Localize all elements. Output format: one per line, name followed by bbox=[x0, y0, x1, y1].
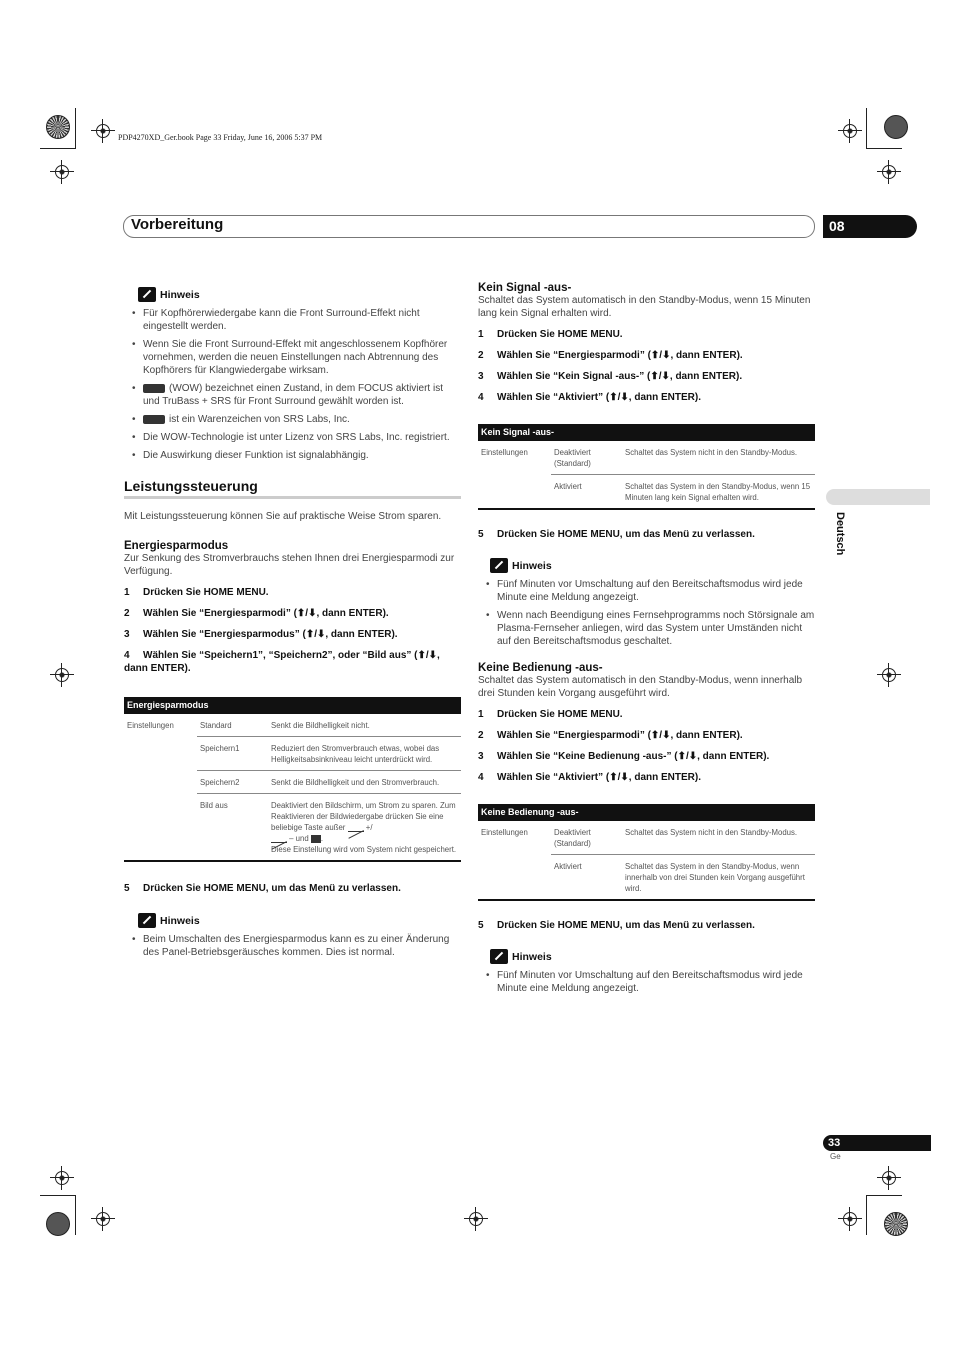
list-item: • Wenn Sie die Front Surround-Effekt mit angeschlossenem Kopfhörer vornehmen, werden die neuen Einstellungen nach Abtrennung des Kopfhörers für Klangwiedergabe wirksam. bbox=[130, 338, 461, 377]
subsection-desc: Zur Senkung des Stromverbrauchs stehen Ihnen drei Energiesparmodi zur Verfügung. bbox=[124, 553, 455, 577]
crop-mark bbox=[75, 108, 76, 148]
subsection-title: Keine Bedienung -aus- bbox=[478, 662, 603, 674]
page-number: 33 bbox=[828, 1137, 841, 1149]
header-bar bbox=[123, 215, 815, 238]
crosshair-icon bbox=[877, 663, 901, 687]
crosshair-icon bbox=[877, 160, 901, 184]
volume-plus-icon bbox=[348, 823, 364, 832]
note-list bbox=[130, 933, 461, 959]
list-item: • Beim Umschalten des Energiesparmodus kann es zu einer Änderung des Panel-Betriebsgeräusches kommen. Dies ist normal. bbox=[130, 933, 461, 959]
table-row: Speichern1 Reduziert den Stromverbrauch etwas, wobei das Helligkeitsabsinkniveau leicht unterdrückt wird. bbox=[124, 737, 461, 771]
note-hinweis bbox=[490, 949, 815, 964]
table-row: Speichern2 Senkt die Bildhelligkeit und den Stromverbrauch. bbox=[124, 771, 461, 794]
crop-mark bbox=[866, 108, 867, 148]
step: 1 Drücken Sie HOME MENU. bbox=[124, 587, 269, 598]
list-item: • (WOW) bezeichnet einen Zustand, in dem FOCUS aktiviert ist und TruBass + SRS für Front Surround gewählt worden ist. bbox=[130, 382, 461, 408]
section-intro: Mit Leistungssteuerung können Sie auf praktische Weise Strom sparen. bbox=[124, 511, 442, 522]
table-row: Einstellungen Standard Senkt die Bildhelligkeit nicht. bbox=[127, 721, 370, 730]
language-code: Ge bbox=[830, 1152, 841, 1161]
crosshair-icon bbox=[464, 1207, 488, 1231]
step: 2 Wählen Sie “Energiesparmodi” (⬆/⬇, dann ENTER). bbox=[478, 730, 743, 741]
subsection-title: Energiesparmodus bbox=[124, 540, 229, 552]
crosshair-icon bbox=[50, 1166, 74, 1190]
print-info: PDP4270XD_Ger.book Page 33 Friday, June 16, 2006 5:37 PM bbox=[118, 133, 323, 142]
srs-wow-logo-icon bbox=[143, 384, 165, 393]
registration-rosette-icon bbox=[884, 115, 908, 139]
crosshair-icon bbox=[838, 1207, 862, 1231]
step: 5 Drücken Sie HOME MENU, um das Menü zu verlassen. bbox=[124, 883, 401, 894]
note-header: Hinweis bbox=[490, 949, 815, 964]
left-column bbox=[124, 287, 461, 964]
crosshair-icon bbox=[50, 160, 74, 184]
note-hinweis bbox=[490, 558, 815, 573]
list-item: • Für Kopfhörerwiedergabe kann die Front Surround-Effekt nicht eingestellt werden. bbox=[130, 307, 461, 333]
chapter-number: 08 bbox=[829, 218, 845, 234]
list-item: • Fünf Minuten vor Umschaltung auf den Bereitschaftsmodus wird jede Minute eine Meldung angezeigt. bbox=[484, 969, 815, 995]
table-title: Energiesparmodus bbox=[124, 697, 461, 714]
list-item: • Fünf Minuten vor Umschaltung auf den Bereitschaftsmodus wird jede Minute eine Meldung angezeigt. bbox=[484, 578, 815, 604]
table-row: Aktiviert Schaltet das System in den Standby-Modus, wenn 15 Minuten lang kein Signal erhalten wird. bbox=[478, 475, 815, 510]
crosshair-icon bbox=[877, 1166, 901, 1190]
page-header-title: Vorbereitung bbox=[131, 216, 224, 233]
crop-mark bbox=[866, 1195, 902, 1196]
crop-mark bbox=[866, 1195, 867, 1235]
step: 5 Drücken Sie HOME MENU, um das Menü zu verlassen. bbox=[478, 529, 755, 540]
note-list bbox=[484, 969, 815, 995]
step: 2 Wählen Sie “Energiesparmodi” (⬆/⬇, dann ENTER). bbox=[124, 608, 389, 619]
registration-rosette-icon bbox=[884, 1212, 908, 1236]
table-row: Bild aus Deaktiviert den Bildschirm, um Strom zu sparen. Zum Reaktivieren der Bildwiedergabe drücken Sie eine beliebige Taste außer +/ – und . Diese Einstellung wird vom System nicht gespeichert. bbox=[124, 794, 461, 862]
section-title: Leistungssteuerung bbox=[124, 478, 461, 499]
table-title: Kein Signal -aus- bbox=[478, 424, 815, 441]
step: 2 Wählen Sie “Energiesparmodi” (⬆/⬇, dann ENTER). bbox=[478, 350, 743, 361]
crop-mark bbox=[40, 1195, 76, 1196]
table-row: Aktiviert Schaltet das System in den Standby-Modus, wenn innerhalb von drei Stunden kein Vorgang ausgeführt wird. bbox=[478, 855, 815, 901]
pencil-note-icon bbox=[490, 558, 508, 573]
right-column bbox=[478, 282, 815, 1000]
step: 5 Drücken Sie HOME MENU, um das Menü zu verlassen. bbox=[478, 920, 755, 931]
srs-logo-icon bbox=[143, 415, 165, 424]
list-item: • Wenn nach Beendigung eines Fernsehprogramms noch Störsignale am Plasma-Fernseher anliegen, wird das System unter Umständen nicht auf den Bereitschaftsmodus geschaltet. bbox=[484, 609, 815, 648]
step: 1 Drücken Sie HOME MENU. bbox=[478, 709, 623, 720]
subsection-desc: Schaltet das System automatisch in den Standby-Modus, wenn innerhalb drei Stunden kein Vorgang ausgeführt wird. bbox=[478, 675, 803, 699]
step: 3 Wählen Sie “Kein Signal -aus-” (⬆/⬇, dann ENTER). bbox=[478, 371, 743, 382]
note-hinweis bbox=[138, 913, 461, 928]
list-item: • Die WOW-Technologie ist unter Lizenz von SRS Labs, Inc. registriert. bbox=[130, 431, 461, 444]
step: 4 Wählen Sie “Speichern1”, “Speichern2”, oder “Bild aus” (⬆/⬇, dann ENTER). bbox=[124, 650, 440, 674]
crosshair-icon bbox=[91, 1207, 115, 1231]
note-hinweis bbox=[138, 287, 461, 302]
note-list bbox=[484, 578, 815, 648]
table-title: Keine Bedienung -aus- bbox=[478, 804, 815, 821]
step: 3 Wählen Sie “Keine Bedienung -aus-” (⬆/⬇, dann ENTER). bbox=[478, 751, 770, 762]
list-item: • Die Auswirkung dieser Funktion ist signalabhängig. bbox=[130, 449, 461, 462]
step: 4 Wählen Sie “Aktiviert” (⬆/⬇, dann ENTER). bbox=[478, 392, 702, 403]
language-label: Deutsch bbox=[834, 512, 846, 556]
crop-mark bbox=[75, 1195, 76, 1235]
note-header: Hinweis bbox=[490, 558, 815, 573]
subsection-title: Kein Signal -aus- bbox=[478, 282, 572, 294]
settings-table bbox=[124, 697, 461, 862]
crosshair-icon bbox=[91, 119, 115, 143]
table-row: Einstellungen Deaktiviert (Standard) Schaltet das System nicht in den Standby-Modus. bbox=[481, 448, 798, 468]
language-tab bbox=[826, 489, 930, 505]
crosshair-icon bbox=[838, 119, 862, 143]
list-item: • ist ein Warenzeichen von SRS Labs, Inc. bbox=[130, 413, 461, 426]
settings-table bbox=[478, 804, 815, 901]
note-header: Hinweis bbox=[138, 913, 461, 928]
crosshair-icon bbox=[50, 663, 74, 687]
registration-rosette-icon bbox=[46, 115, 70, 139]
table-row: Einstellungen Deaktiviert (Standard) Schaltet das System nicht in den Standby-Modus. bbox=[481, 828, 798, 848]
pencil-note-icon bbox=[490, 949, 508, 964]
subsection-desc: Schaltet das System automatisch in den Standby-Modus, wenn 15 Minuten lang kein Signal erhalten wird. bbox=[478, 295, 811, 319]
step: 4 Wählen Sie “Aktiviert” (⬆/⬇, dann ENTER). bbox=[478, 772, 702, 783]
settings-table bbox=[478, 424, 815, 510]
registration-rosette-icon bbox=[46, 1212, 70, 1236]
pencil-note-icon bbox=[138, 287, 156, 302]
volume-minus-icon bbox=[271, 834, 287, 843]
crop-mark bbox=[40, 148, 76, 149]
step: 3 Wählen Sie “Energiesparmodus” (⬆/⬇, dann ENTER). bbox=[124, 629, 398, 640]
mute-icon bbox=[311, 835, 321, 843]
note-list bbox=[130, 307, 461, 462]
crop-mark bbox=[866, 148, 902, 149]
note-header: Hinweis bbox=[138, 287, 461, 302]
step: 1 Drücken Sie HOME MENU. bbox=[478, 329, 623, 340]
pencil-note-icon bbox=[138, 913, 156, 928]
